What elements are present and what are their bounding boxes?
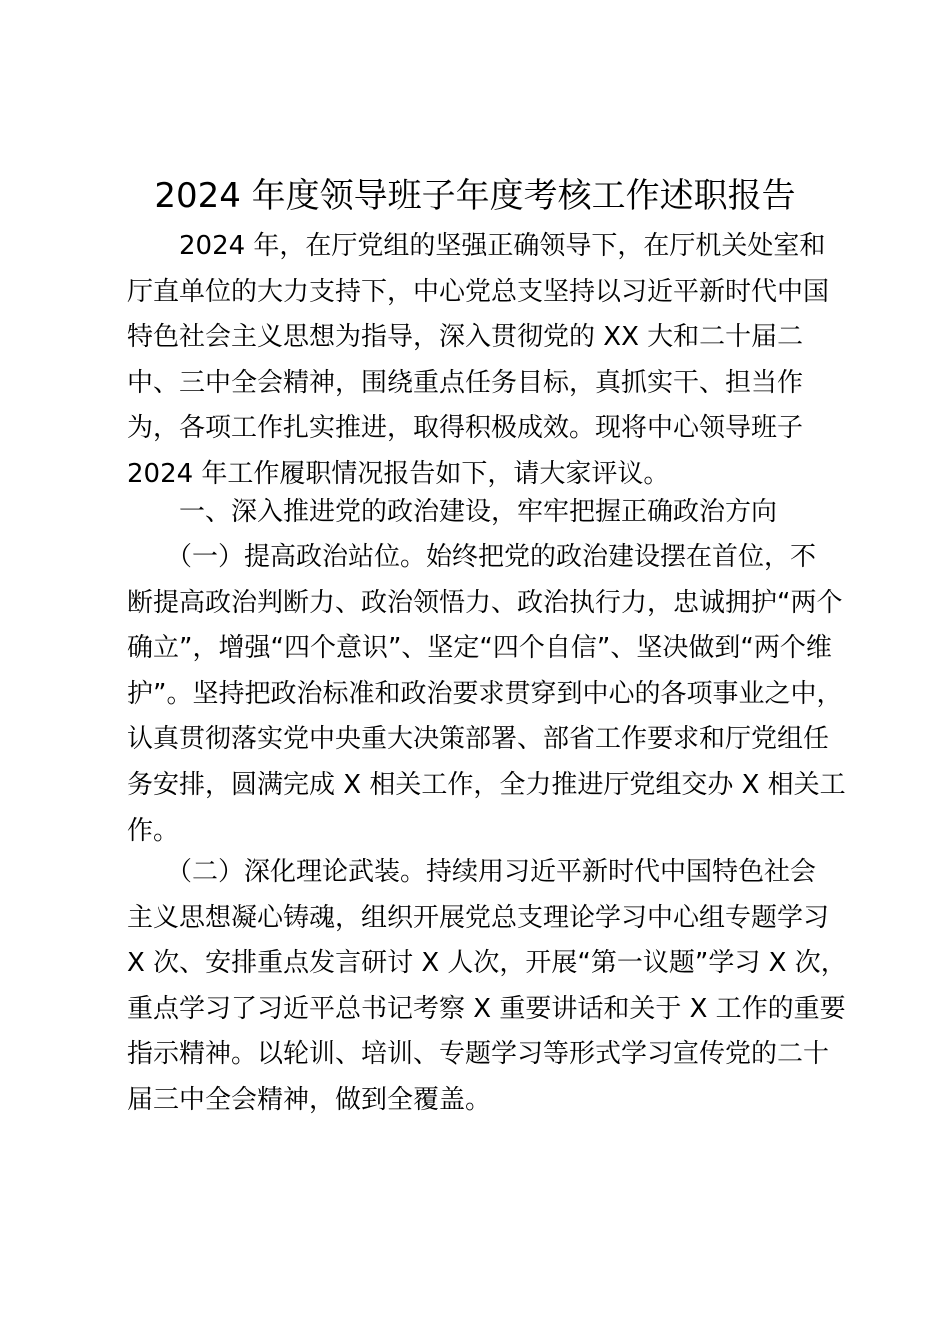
text-line: 中、三中全会精神，围绕重点任务目标，真抓实干、担当作 — [127, 367, 804, 398]
text-line: 务安排，圆满完成 X 相关工作，全力推进厅党组交办 X 相关工 — [127, 769, 846, 800]
text-line: 护”。坚持把政治标准和政治要求贯穿到中心的各项事业之中， — [127, 678, 843, 709]
text-line: 认真贯彻落实党中央重大决策部署、部省工作要求和厅党组任 — [127, 724, 830, 755]
text-line: 断提高政治判断力、政治领悟力、政治执行力，忠诚拥护“两个 — [127, 587, 843, 618]
text-line: 主义思想凝心铸魂，组织开展党总支理论学习中心组专题学习 — [127, 902, 830, 933]
text-line: 指示精神。以轮训、培训、专题学习等形式学习宣传党的二十 — [127, 1039, 830, 1070]
subsection-1-paragraph — [127, 535, 846, 854]
text-line: （一）提高政治站位。始终把党的政治建设摆在首位，不 — [127, 542, 817, 572]
text-line: X 次、安排重点发言研讨 X 人次，开展“第一议题”学习 X 次， — [127, 948, 847, 979]
text-line: 2024 年，在厅党组的坚强正确领导下，在厅机关处室和 — [127, 231, 826, 261]
intro-paragraph — [127, 224, 832, 498]
text-line: 重点学习了习近平总书记考察 X 重要讲话和关于 X 工作的重要 — [127, 993, 846, 1024]
text-line: 届三中全会精神，做到全覆盖。 — [127, 1084, 492, 1115]
text-line: （二）深化理论武装。持续用习近平新时代中国特色社会 — [127, 857, 817, 887]
text-line: 为，各项工作扎实推进，取得积极成效。现将中心领导班子 — [127, 413, 804, 444]
text-line: 作。 — [127, 815, 180, 846]
text-line: 2024 年工作履职情况报告如下，请大家评议。 — [127, 458, 670, 489]
text-line: 厅直单位的大力支持下，中心党总支坚持以习近平新时代中国 — [127, 276, 830, 307]
section-heading-1 — [127, 490, 832, 536]
text-line: 特色社会主义思想为指导，深入贯彻党的 XX 大和二十届二 — [127, 322, 804, 353]
section-heading-text: 一、深入推进党的政治建设，牢牢把握正确政治方向 — [127, 497, 778, 527]
document-title: 2024 年度领导班子年度考核工作述职报告 — [154, 176, 796, 216]
text-line: 确立”，增强“四个意识”、坚定“四个自信”、坚决做到“两个维 — [127, 633, 832, 664]
subsection-2-paragraph — [127, 850, 847, 1124]
